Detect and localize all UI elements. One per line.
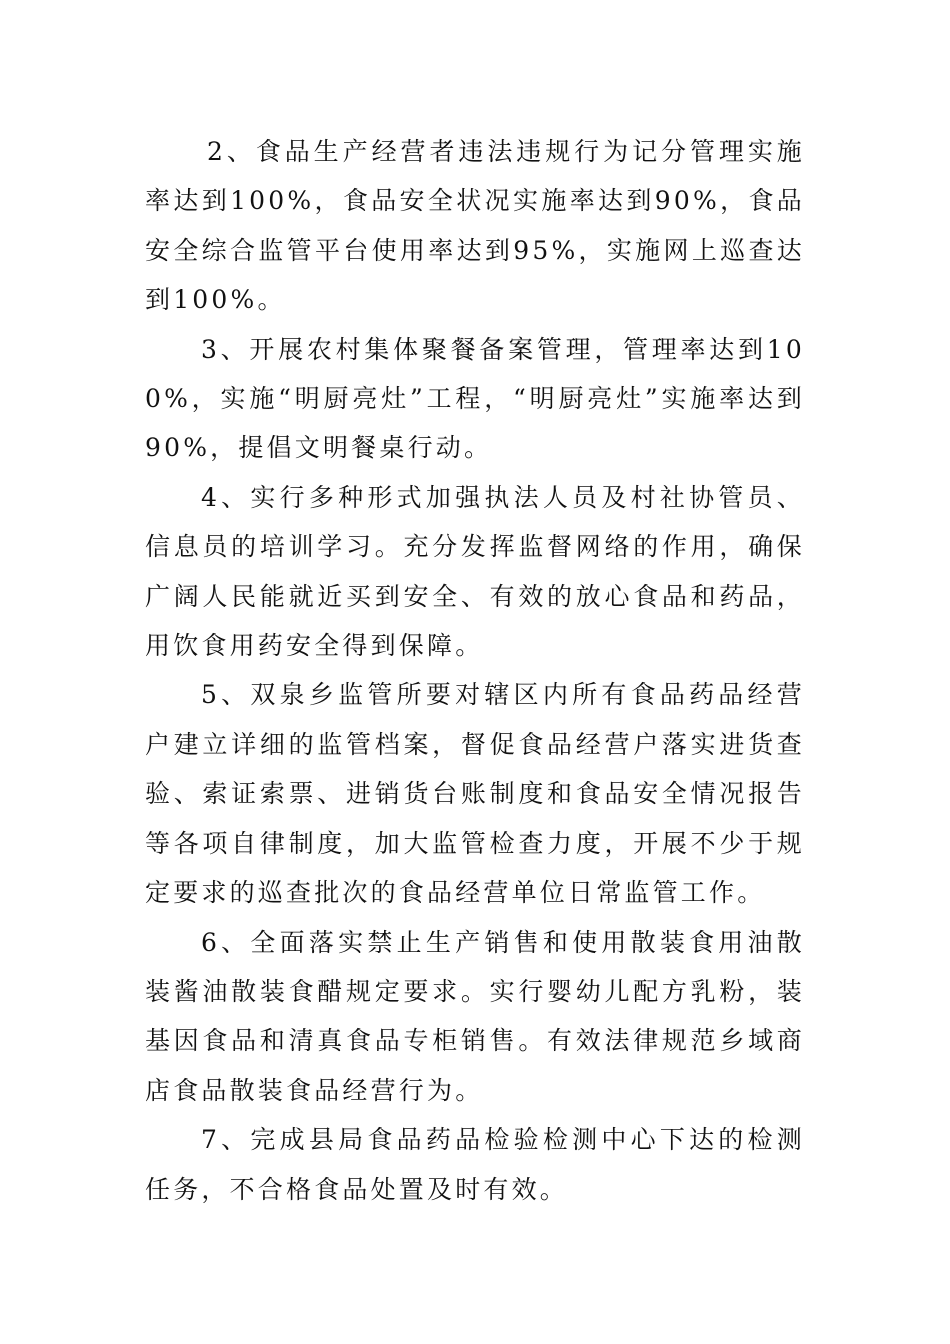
paragraph-item-4: 4、实行多种形式加强执法人员及村社协管员、信息员的培训学习。充分发挥监督网络的作用，确保广阔人民能就近买到安全、有效的放心食品和药品，用饮食用药安全得到保障。	[145, 482, 805, 661]
document-body	[145, 127, 805, 1214]
paragraph-item-3: 3、开展农村集体聚餐备案管理，管理率达到100%，实施“明厨亮灶”工程，“明厨亮灶”实施率达到90%，提倡文明餐桌行动。	[145, 334, 805, 463]
paragraph-item-6: 6、全面落实禁止生产销售和使用散装食用油散装酱油散装食醋规定要求。实行婴幼儿配方乳粉，装基因食品和清真食品专柜销售。有效法律规范乡域商店食品散装食品经营行为。	[145, 927, 805, 1105]
paragraph-item-5: 5、双泉乡监管所要对辖区内所有食品药品经营户建立详细的监管档案，督促食品经营户落实进货查验、索证索票、进销货台账制度和食品安全情况报告等各项自律制度，加大监管检查力度，开展不少于规定要求的巡查批次的食品经营单位日常监管工作。	[145, 680, 805, 908]
paragraph-item-7: 7、完成县局食品药品检验检测中心下达的检测任务，不合格食品处置及时有效。	[145, 1125, 805, 1204]
paragraph-item-2: 2、食品生产经营者违法违规行为记分管理实施率达到100%，食品安全状况实施率达到90%，食品安全综合监管平台使用率达到95%，实施网上巡查达到100%。	[145, 137, 805, 315]
